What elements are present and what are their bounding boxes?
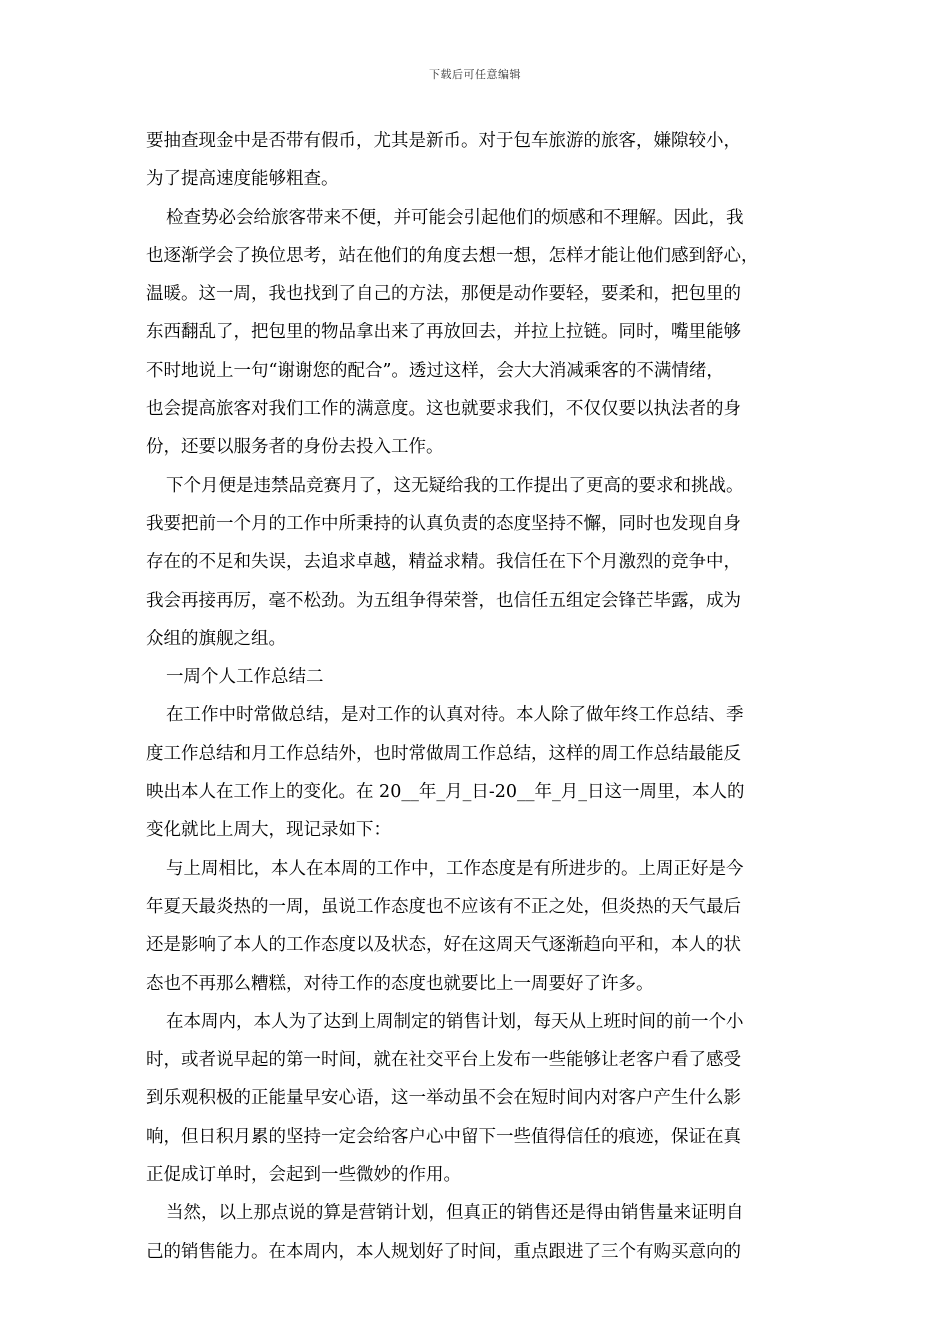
text-line: 映出本人在工作上的变化。在 20__年_月_日-20__年_月_日这一周里，本人的 [146, 782, 745, 803]
text-line: 到乐观积极的正能量早安心语，这一举动虽不会在短时间内对客户产生什么影 [146, 1088, 741, 1109]
text-line: 响，但日积月累的坚持一定会给客户心中留下一些值得信任的痕迹，保证在真 [146, 1126, 741, 1147]
text-line: 变化就比上周大，现记录如下： [146, 820, 391, 841]
text-line: 当然，以上那点说的算是营销计划，但真正的销售还是得由销售量来证明自 [166, 1203, 744, 1224]
text-line: 年夏天最炎热的一周，虽说工作态度也不应该有不正之处，但炎热的天气最后 [146, 896, 741, 917]
text-line: 在本周内，本人为了达到上周制定的销售计划，每天从上班时间的前一个小 [166, 1011, 744, 1032]
text-line: 己的销售能力。在本周内，本人规划好了时间，重点跟进了三个有购买意向的 [146, 1241, 741, 1262]
text-line: 度工作总结和月工作总结外，也时常做周工作总结，这样的周工作总结最能反 [146, 743, 741, 764]
document-body [146, 122, 814, 1271]
text-line: 份，还要以服务者的身份去投入工作。 [146, 437, 444, 458]
text-line: 还是影响了本人的工作态度以及状态，好在这周天气逐渐趋向平和，本人的状 [146, 935, 741, 956]
text-line: 东西翻乱了，把包里的物品拿出来了再放回去，并拉上拉链。同时，嘴里能够 [146, 322, 741, 343]
text-line: 众组的旗舰之组。 [146, 628, 286, 649]
text-line: 在工作中时常做总结，是对工作的认真对待。本人除了做年终工作总结、季 [166, 705, 744, 726]
text-line: 不时地说上一句“谢谢您的配合”。透过这样，会大大消减乘客的不满情绪， [146, 360, 724, 381]
text-line: 正促成订单时，会起到一些微妙的作用。 [146, 1165, 461, 1186]
text-line: 也逐渐学会了换位思考，站在他们的角度去想一想，怎样才能让他们感到舒心， [146, 245, 759, 266]
text-line: 我要把前一个月的工作中所秉持的认真负责的态度坚持不懈，同时也发现自身 [146, 513, 741, 534]
text-line: 检查势必会给旅客带来不便，并可能会引起他们的烦感和不理解。因此，我 [166, 207, 744, 228]
text-line: 也会提高旅客对我们工作的满意度。这也就要求我们，不仅仅要以执法者的身 [146, 399, 741, 420]
text-line: 我会再接再厉，毫不松劲。为五组争得荣誉，也信任五组定会锋芒毕露，成为 [146, 590, 741, 611]
text-line: 要抽查现金中是否带有假币，尤其是新币。对于包车旅游的旅客，嫌隙较小， [146, 131, 741, 151]
text-line: 与上周相比，本人在本周的工作中，工作态度是有所进步的。上周正好是今 [166, 858, 744, 879]
text-line: 态也不再那么糟糕，对待工作的态度也就要比上一周要好了许多。 [146, 973, 654, 994]
text-line: 一周个人工作总结二 [166, 667, 324, 688]
page-header: 下载后可任意编辑 [429, 68, 521, 81]
text-line: 存在的不足和失误，去追求卓越，精益求精。我信任在下个月激烈的竞争中， [146, 552, 741, 573]
text-line: 温暖。这一周，我也找到了自己的方法，那便是动作要轻，要柔和，把包里的 [146, 284, 741, 305]
text-line: 时，或者说早起的第一时间，就在社交平台上发布一些能够让老客户看了感受 [146, 1050, 741, 1071]
text-line: 为了提高速度能够粗查。 [146, 169, 339, 190]
text-line: 下个月便是违禁品竞赛月了，这无疑给我的工作提出了更高的要求和挑战。 [166, 475, 744, 496]
